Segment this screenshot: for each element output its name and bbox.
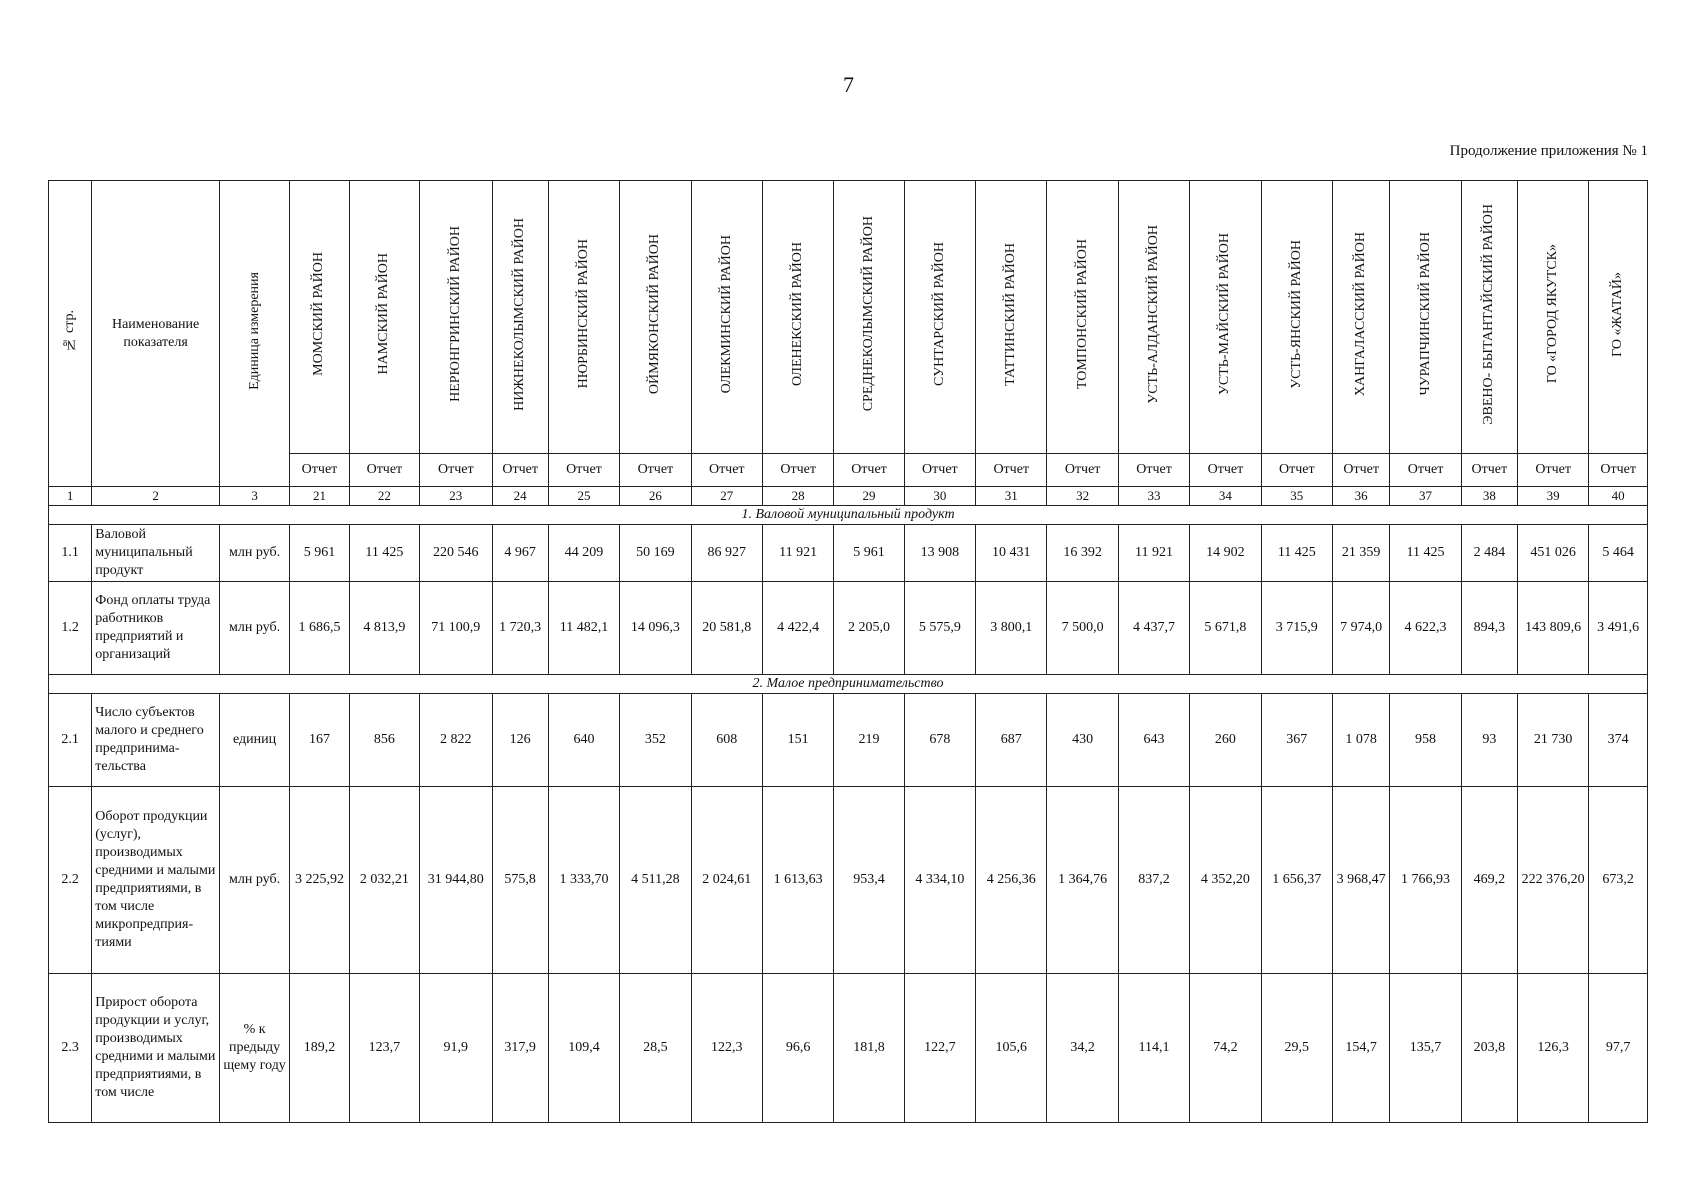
value-cell: 86 927: [691, 525, 762, 582]
report-label: Отчет: [1517, 454, 1588, 487]
value-cell: 20 581,8: [691, 582, 762, 675]
value-cell: 4 334,10: [904, 787, 975, 974]
report-label: Отчет: [548, 454, 619, 487]
header-name: Наименование показателя: [92, 181, 220, 487]
report-label: Отчет: [1261, 454, 1332, 487]
table-row: [49, 582, 1648, 675]
value-cell: 958: [1390, 694, 1461, 787]
value-cell: 451 026: [1517, 525, 1588, 582]
value-cell: 29,5: [1261, 974, 1332, 1123]
column-number: 22: [349, 487, 419, 506]
value-cell: 11 425: [1261, 525, 1332, 582]
value-cell: 143 809,6: [1517, 582, 1588, 675]
column-number: 31: [976, 487, 1047, 506]
district-header: НЮРБИНСКИЙ РАЙОН: [548, 181, 619, 454]
value-cell: 640: [548, 694, 619, 787]
value-cell: 4 813,9: [349, 582, 419, 675]
value-cell: 74,2: [1190, 974, 1261, 1123]
value-cell: 5 575,9: [904, 582, 975, 675]
value-cell: 97,7: [1589, 974, 1648, 1123]
report-label: Отчет: [976, 454, 1047, 487]
report-label: Отчет: [1461, 454, 1517, 487]
value-cell: 1 686,5: [290, 582, 350, 675]
district-header: ОЛЕНЕКСКИЙ РАЙОН: [762, 181, 833, 454]
column-number-row: [49, 487, 1648, 506]
value-cell: 71 100,9: [420, 582, 492, 675]
report-label: Отчет: [904, 454, 975, 487]
value-cell: 575,8: [492, 787, 548, 974]
column-number: 30: [904, 487, 975, 506]
value-cell: 167: [290, 694, 350, 787]
report-label: Отчет: [1047, 454, 1118, 487]
value-cell: 260: [1190, 694, 1261, 787]
value-cell: 1 364,76: [1047, 787, 1118, 974]
indicator-name: Число субъектов малого и среднего предпринима-тельства: [92, 694, 220, 787]
value-cell: 1 720,3: [492, 582, 548, 675]
value-cell: 114,1: [1118, 974, 1189, 1123]
row-number: 2.1: [49, 694, 92, 787]
value-cell: 673,2: [1589, 787, 1648, 974]
value-cell: 837,2: [1118, 787, 1189, 974]
header-unit: Единица измерения: [219, 181, 289, 487]
district-header: ОЙМЯКОНСКИЙ РАЙОН: [620, 181, 691, 454]
value-cell: 10 431: [976, 525, 1047, 582]
column-number: 28: [762, 487, 833, 506]
value-cell: 7 974,0: [1333, 582, 1390, 675]
value-cell: 2 484: [1461, 525, 1517, 582]
value-cell: 222 376,20: [1517, 787, 1588, 974]
value-cell: 219: [834, 694, 904, 787]
value-cell: 7 500,0: [1047, 582, 1118, 675]
column-number: 24: [492, 487, 548, 506]
value-cell: 5 464: [1589, 525, 1648, 582]
value-cell: 1 766,93: [1390, 787, 1461, 974]
value-cell: 122,7: [904, 974, 975, 1123]
column-number: 33: [1118, 487, 1189, 506]
report-label: Отчет: [834, 454, 904, 487]
column-number: 29: [834, 487, 904, 506]
value-cell: 3 715,9: [1261, 582, 1332, 675]
value-cell: 430: [1047, 694, 1118, 787]
value-cell: 31 944,80: [420, 787, 492, 974]
value-cell: 894,3: [1461, 582, 1517, 675]
indicator-name: Оборот продукции (услуг), производимых средними и малыми предприятиями, в том числе микропредприя-тиями: [92, 787, 220, 974]
value-cell: 189,2: [290, 974, 350, 1123]
report-label: Отчет: [620, 454, 691, 487]
section-header-row: [49, 506, 1648, 525]
district-header: ЭВЕНО- БЫТАНТАЙСКИЙ РАЙОН: [1461, 181, 1517, 454]
value-cell: 203,8: [1461, 974, 1517, 1123]
report-label: Отчет: [1118, 454, 1189, 487]
column-number: 40: [1589, 487, 1648, 506]
value-cell: 608: [691, 694, 762, 787]
value-cell: 14 902: [1190, 525, 1261, 582]
value-cell: 4 256,36: [976, 787, 1047, 974]
value-cell: 469,2: [1461, 787, 1517, 974]
indicator-name: Фонд оплаты труда работников предприятий и организаций: [92, 582, 220, 675]
value-cell: 953,4: [834, 787, 904, 974]
column-number: 27: [691, 487, 762, 506]
column-number: 26: [620, 487, 691, 506]
value-cell: 1 333,70: [548, 787, 619, 974]
report-label: Отчет: [1190, 454, 1261, 487]
district-header: СРЕДНЕКОЛЫМСКИЙ РАЙОН: [834, 181, 904, 454]
unit: млн руб.: [219, 582, 289, 675]
report-label: Отчет: [1333, 454, 1390, 487]
indicator-name: Прирост оборота продукции и услуг, производимых средними и малыми предприятиями, в том числе: [92, 974, 220, 1123]
value-cell: 367: [1261, 694, 1332, 787]
report-label: Отчет: [290, 454, 350, 487]
indicator-name: Валовой муниципальный продукт: [92, 525, 220, 582]
column-number: 34: [1190, 487, 1261, 506]
value-cell: 11 425: [349, 525, 419, 582]
value-cell: 11 482,1: [548, 582, 619, 675]
district-header: ОЛЕКМИНСКИЙ РАЙОН: [691, 181, 762, 454]
district-header: ГО «ГОРОД ЯКУТСК»: [1517, 181, 1588, 454]
value-cell: 317,9: [492, 974, 548, 1123]
district-header: НЕРЮНГРИНСКИЙ РАЙОН: [420, 181, 492, 454]
value-cell: 856: [349, 694, 419, 787]
value-cell: 2 205,0: [834, 582, 904, 675]
district-header: ЧУРАПЧИНСКИЙ РАЙОН: [1390, 181, 1461, 454]
column-number: 23: [420, 487, 492, 506]
table-header: [49, 181, 1648, 506]
value-cell: 643: [1118, 694, 1189, 787]
table-row: [49, 974, 1648, 1123]
row-number: 1.1: [49, 525, 92, 582]
unit: % к предыду щему году: [219, 974, 289, 1123]
report-label: Отчет: [762, 454, 833, 487]
value-cell: 44 209: [548, 525, 619, 582]
value-cell: 4 511,28: [620, 787, 691, 974]
indicators-table: [48, 180, 1648, 1123]
section-header-row: [49, 675, 1648, 694]
value-cell: 5 961: [290, 525, 350, 582]
column-number: 39: [1517, 487, 1588, 506]
table-row: [49, 787, 1648, 974]
value-cell: 3 225,92: [290, 787, 350, 974]
value-cell: 126,3: [1517, 974, 1588, 1123]
value-cell: 3 968,47: [1333, 787, 1390, 974]
section-title: 1. Валовой муниципальный продукт: [49, 506, 1648, 525]
column-number: 3: [219, 487, 289, 506]
value-cell: 687: [976, 694, 1047, 787]
column-number: 1: [49, 487, 92, 506]
value-cell: 151: [762, 694, 833, 787]
district-header: УСТЬ-МАЙСКИЙ РАЙОН: [1190, 181, 1261, 454]
appendix-continuation-note: Продолжение приложения № 1: [1449, 143, 1648, 159]
row-number: 2.2: [49, 787, 92, 974]
unit: млн руб.: [219, 525, 289, 582]
value-cell: 374: [1589, 694, 1648, 787]
value-cell: 11 921: [1118, 525, 1189, 582]
value-cell: 34,2: [1047, 974, 1118, 1123]
value-cell: 1 613,63: [762, 787, 833, 974]
report-label: Отчет: [420, 454, 492, 487]
value-cell: 4 437,7: [1118, 582, 1189, 675]
district-header: ХАНГАЛАССКИЙ РАЙОН: [1333, 181, 1390, 454]
value-cell: 96,6: [762, 974, 833, 1123]
report-label: Отчет: [1589, 454, 1648, 487]
value-cell: 11 425: [1390, 525, 1461, 582]
value-cell: 154,7: [1333, 974, 1390, 1123]
value-cell: 2 822: [420, 694, 492, 787]
value-cell: 91,9: [420, 974, 492, 1123]
value-cell: 21 730: [1517, 694, 1588, 787]
value-cell: 135,7: [1390, 974, 1461, 1123]
column-number: 36: [1333, 487, 1390, 506]
page-number: 7: [843, 72, 854, 97]
value-cell: 123,7: [349, 974, 419, 1123]
column-number: 2: [92, 487, 220, 506]
district-header: ГО «ЖАТАЙ»: [1589, 181, 1648, 454]
value-cell: 14 096,3: [620, 582, 691, 675]
column-number: 32: [1047, 487, 1118, 506]
district-header: МОМСКИЙ РАЙОН: [290, 181, 350, 454]
header-num: № стр.: [49, 181, 92, 487]
column-number: 21: [290, 487, 350, 506]
value-cell: 11 921: [762, 525, 833, 582]
table-body: [49, 506, 1648, 1123]
value-cell: 109,4: [548, 974, 619, 1123]
value-cell: 5 671,8: [1190, 582, 1261, 675]
value-cell: 105,6: [976, 974, 1047, 1123]
header-row: [49, 181, 1648, 454]
report-label: Отчет: [349, 454, 419, 487]
value-cell: 3 800,1: [976, 582, 1047, 675]
value-cell: 4 967: [492, 525, 548, 582]
district-header: НИЖНЕКОЛЫМСКИЙ РАЙОН: [492, 181, 548, 454]
section-title: 2. Малое предпринимательство: [49, 675, 1648, 694]
column-number: 38: [1461, 487, 1517, 506]
district-header: НАМСКИЙ РАЙОН: [349, 181, 419, 454]
report-label: Отчет: [691, 454, 762, 487]
value-cell: 1 656,37: [1261, 787, 1332, 974]
value-cell: 28,5: [620, 974, 691, 1123]
value-cell: 4 422,4: [762, 582, 833, 675]
unit: млн руб.: [219, 787, 289, 974]
column-number: 35: [1261, 487, 1332, 506]
value-cell: 126: [492, 694, 548, 787]
table-row: [49, 694, 1648, 787]
district-header: УСТЬ-АЛДАНСКИЙ РАЙОН: [1118, 181, 1189, 454]
value-cell: 122,3: [691, 974, 762, 1123]
table-row: [49, 525, 1648, 582]
value-cell: 5 961: [834, 525, 904, 582]
value-cell: 3 491,6: [1589, 582, 1648, 675]
value-cell: 93: [1461, 694, 1517, 787]
report-label: Отчет: [492, 454, 548, 487]
value-cell: 4 352,20: [1190, 787, 1261, 974]
district-header: СУНТАРСКИЙ РАЙОН: [904, 181, 975, 454]
value-cell: 352: [620, 694, 691, 787]
value-cell: 181,8: [834, 974, 904, 1123]
value-cell: 13 908: [904, 525, 975, 582]
district-header: ТОМПОНСКИЙ РАЙОН: [1047, 181, 1118, 454]
value-cell: 678: [904, 694, 975, 787]
value-cell: 2 032,21: [349, 787, 419, 974]
column-number: 25: [548, 487, 619, 506]
row-number: 1.2: [49, 582, 92, 675]
unit: единиц: [219, 694, 289, 787]
value-cell: 4 622,3: [1390, 582, 1461, 675]
column-number: 37: [1390, 487, 1461, 506]
value-cell: 2 024,61: [691, 787, 762, 974]
value-cell: 16 392: [1047, 525, 1118, 582]
district-header: УСТЬ-ЯНСКИЙ РАЙОН: [1261, 181, 1332, 454]
report-label: Отчет: [1390, 454, 1461, 487]
value-cell: 220 546: [420, 525, 492, 582]
district-header: ТАТТИНСКИЙ РАЙОН: [976, 181, 1047, 454]
value-cell: 1 078: [1333, 694, 1390, 787]
value-cell: 50 169: [620, 525, 691, 582]
value-cell: 21 359: [1333, 525, 1390, 582]
row-number: 2.3: [49, 974, 92, 1123]
